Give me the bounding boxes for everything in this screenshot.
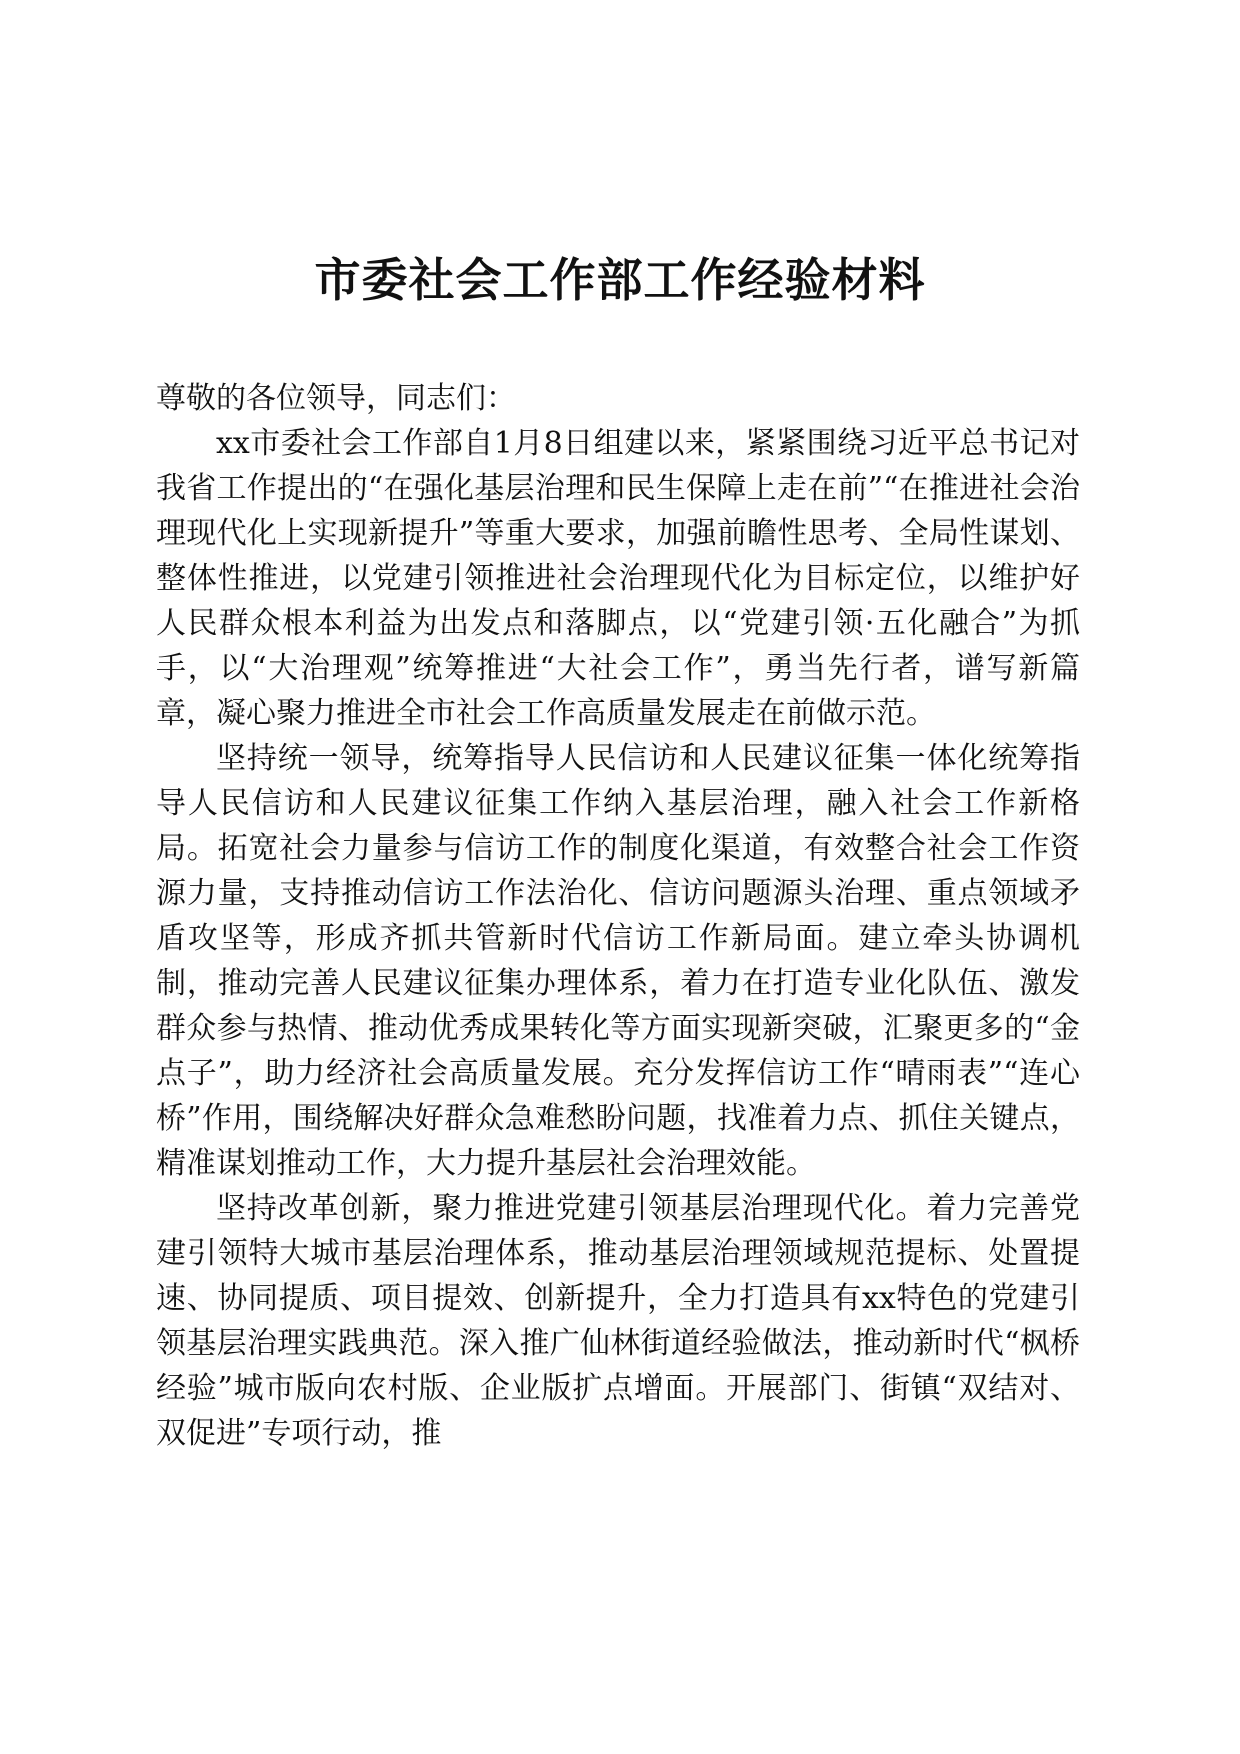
paragraph: 坚持改革创新，聚力推进党建引领基层治理现代化。着力完善党建引领特大城市基层治理体系，推动基层治理领域规范提标、处置提速、协同提质、项目提效、创新提升，全力打造具有xx特色的党建引领基层治理实践典范。深入推广仙林街道经验做法，推动新时代“枫桥经验”城市版向农村版、企业版扩点增面。开展部门、街镇“双结对、双促进”专项行动，推 — [156, 1191, 1080, 1451]
document-title: 市委社会工作部工作经验材料 — [314, 253, 926, 307]
document-body — [156, 376, 1080, 1456]
paragraph: 坚持统一领导，统筹指导人民信访和人民建议征集一体化统筹指导人民信访和人民建议征集工作纳入基层治理，融入社会工作新格局。拓宽社会力量参与信访工作的制度化渠道，有效整合社会工作资源力量，支持推动信访工作法治化、信访问题源头治理、重点领域矛盾攻坚等，形成齐抓共管新时代信访工作新局面。建立牵头协调机制，推动完善人民建议征集办理体系，着力在打造专业化队伍、激发群众参与热情、推动优秀成果转化等方面实现新突破，汇聚更多的“金点子”，助力经济社会高质量发展。充分发挥信访工作“晴雨表”“连心桥”作用，围绕解决好群众急难愁盼问题，找准着力点、抓住关键点，精准谋划推动工作，大力提升基层社会治理效能。 — [156, 741, 1080, 1181]
paragraph: xx市委社会工作部自1月8日组建以来，紧紧围绕习近平总书记对我省工作提出的“在强化基层治理和民生保障上走在前”“在推进社会治理现代化上实现新提升”等重大要求，加强前瞻性思考、全局性谋划、整体性推进，以党建引领推进社会治理现代化为目标定位，以维护好人民群众根本利益为出发点和落脚点，以“党建引领·五化融合”为抓手，以“大治理观”统筹推进“大社会工作”，勇当先行者，谱写新篇章，凝心聚力推进全市社会工作高质量发展走在前做示范。 — [156, 426, 1080, 731]
salutation: 尊敬的各位领导，同志们： — [156, 381, 516, 416]
